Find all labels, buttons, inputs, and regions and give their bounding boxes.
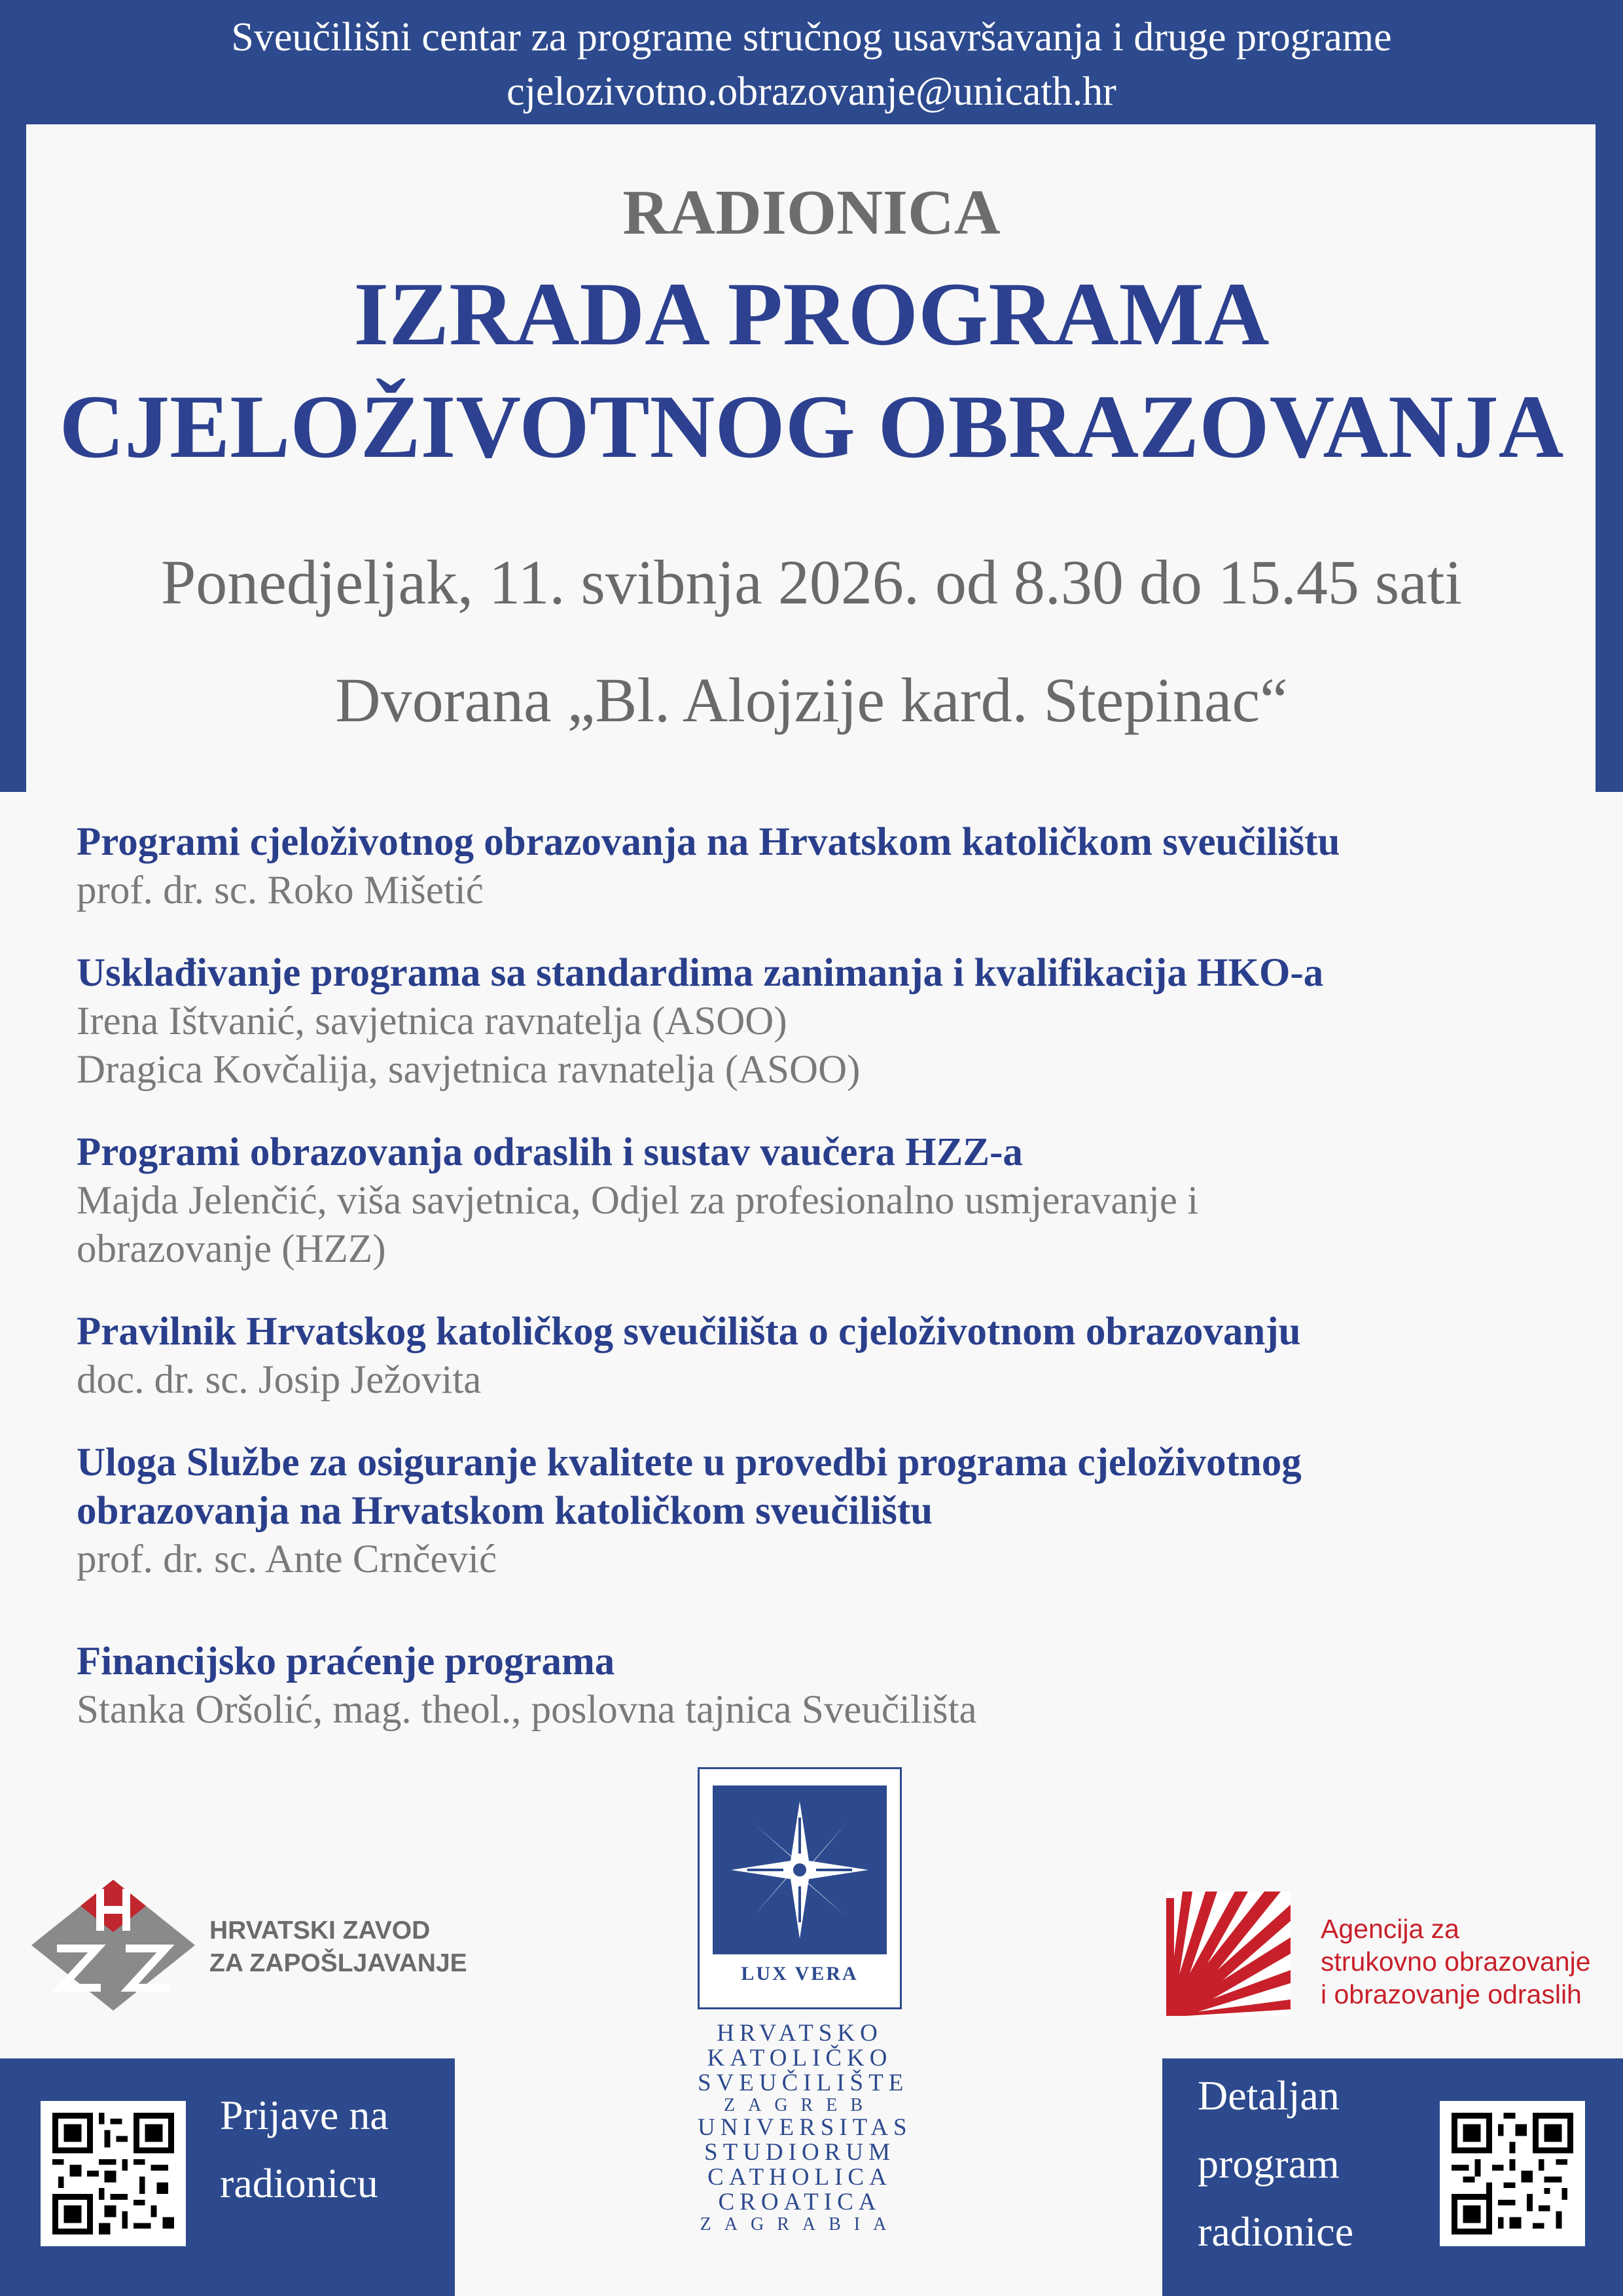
agenda-title: Financijsko praćenje programa [77, 1640, 615, 1683]
hks-line: STUDIORUM [704, 2139, 895, 2166]
registration-label[interactable] [220, 2081, 389, 2217]
agenda-item [77, 818, 1556, 915]
hks-name [698, 2020, 912, 2234]
hks-line: HRVATSKO [717, 2020, 883, 2047]
event-date-time: Ponedjeljak, 11. svibnja 2026. od 8.30 do 15.45 sati [160, 547, 1463, 617]
center-name: Sveučilišni centar za programe stručnog usavršavanja i druge programe [231, 15, 1392, 60]
hks-line: KATOLIČKO [707, 2045, 893, 2072]
registration-line1: Prijave na [220, 2092, 389, 2138]
agenda-item [77, 1439, 1556, 1584]
hks-motto: LUX VERA [741, 1963, 859, 1984]
agenda-speaker: prof. dr. sc. Roko Mišetić [77, 869, 484, 912]
hks-line: ZAGREB [724, 2095, 876, 2115]
hks-line: ZAGRABIA [700, 2214, 900, 2234]
agenda-list [77, 818, 1556, 1734]
asoo-line1: Agencija za [1321, 1914, 1459, 1944]
hzz-name-line2: ZA ZAPOŠLJAVANJE [209, 1949, 467, 1977]
agenda-item [77, 1638, 1556, 1734]
contact-email-link[interactable]: cjelozivotno.obrazovanje@unicath.hr [507, 69, 1116, 114]
agenda-title: Pravilnik Hrvatskog katoličkog sveučilišta o cjeloživotnom obrazovanju [77, 1310, 1301, 1354]
agenda-title: obrazovanja na Hrvatskom katoličkom sveučilištu [77, 1489, 933, 1533]
agenda-item [77, 1308, 1556, 1405]
agenda-title: Uloga Službe za osiguranje kvalitete u provedbi programa cjeloživotnog [77, 1441, 1302, 1484]
agenda-speaker: obrazovanje (HZZ) [77, 1227, 386, 1271]
hks-line: UNIVERSITAS [698, 2114, 912, 2141]
agenda-speaker: Stanka Oršolić, mag. theol., poslovna tajnica Sveučilišta [77, 1688, 977, 1732]
registration-line2: radionicu [220, 2160, 378, 2206]
event-type: RADIONICA [622, 177, 1001, 248]
program-label[interactable] [1198, 2062, 1353, 2266]
hks-emblem [713, 1785, 887, 1954]
agenda-speaker: Dragica Kovčalija, savjetnica ravnatelja (ASOO) [77, 1048, 861, 1092]
agenda-speaker: doc. dr. sc. Josip Ježovita [77, 1358, 482, 1402]
asoo-line2: strukovno obrazovanje [1321, 1946, 1591, 1977]
program-qr-code[interactable] [1440, 2101, 1585, 2246]
qr-code-icon [52, 2113, 174, 2234]
agenda-title: Programi cjeloživotnog obrazovanja na Hrvatskom katoličkom sveučilištu [77, 820, 1340, 864]
agenda-item [77, 1128, 1556, 1274]
program-line2: program [1198, 2140, 1340, 2187]
event-title-line2: CJELOŽIVOTNOG OBRAZOVANJA [59, 376, 1564, 476]
asoo-logo-icon [1166, 1892, 1291, 2016]
hzz-logo-text [209, 1914, 467, 1980]
agenda-title: Programi obrazovanja odraslih i sustav vaučera HZZ-a [77, 1130, 1023, 1174]
agenda-speaker: Irena Ištvanić, savjetnica ravnatelja (ASOO) [77, 999, 787, 1043]
hks-logo [698, 1767, 902, 2009]
hks-line: CATHOLICA [707, 2164, 892, 2191]
event-venue: Dvorana „Bl. Alojzije kard. Stepinac“ [335, 665, 1288, 735]
agenda-speaker: Majda Jelenčić, viša savjetnica, Odjel za profesionalno usmjeravanje i [77, 1179, 1199, 1223]
asoo-line3: i obrazovanje odraslih [1321, 1979, 1582, 2009]
star-icon [713, 1785, 887, 1954]
event-title-line1: IZRADA PROGRAMA [353, 264, 1270, 364]
agenda-title: Usklađivanje programa sa standardima zanimanja i kvalifikacija HKO-a [77, 951, 1324, 995]
agenda-speaker: prof. dr. sc. Ante Crnčević [77, 1537, 497, 1581]
program-line1: Detaljan [1198, 2072, 1340, 2119]
hzz-name-line1: HRVATSKI ZAVOD [209, 1916, 431, 1945]
asoo-logo-text [1321, 1912, 1591, 2011]
program-line3: radionice [1198, 2208, 1354, 2255]
agenda-item [77, 949, 1556, 1094]
qr-code-icon [1452, 2113, 1573, 2234]
registration-qr-code[interactable] [41, 2101, 186, 2246]
hks-line: SVEUČILIŠTE [698, 2070, 909, 2096]
hks-line: CROATICA [718, 2189, 882, 2215]
